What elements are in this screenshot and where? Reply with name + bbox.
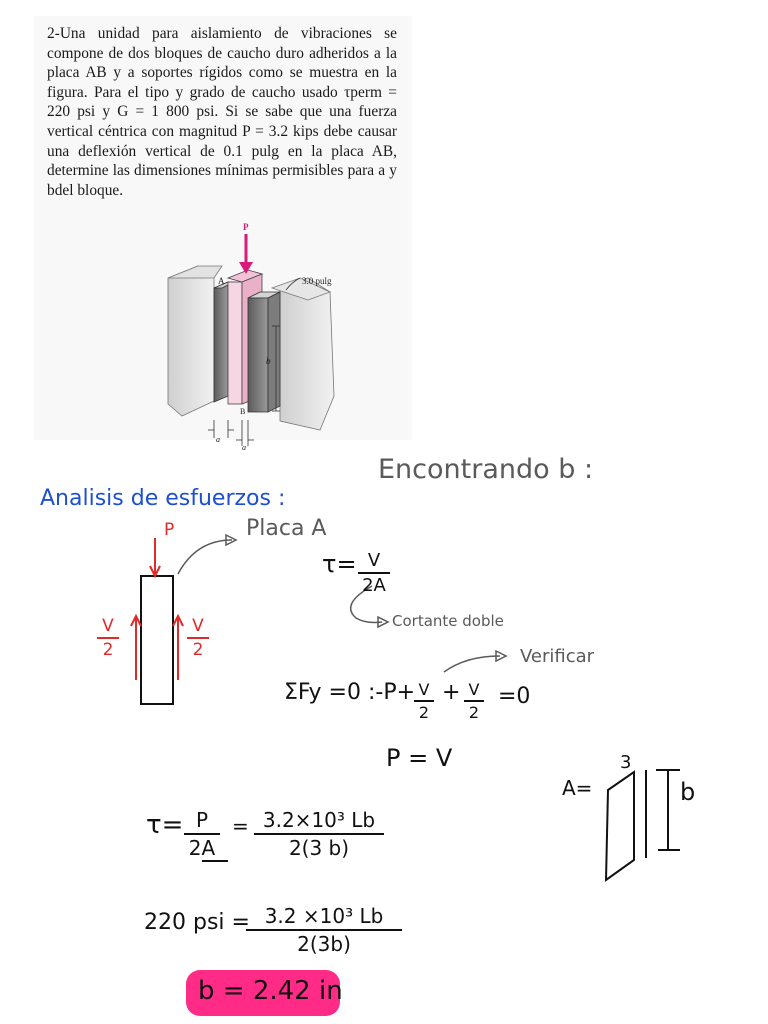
heading-encontrando: Encontrando b : (378, 454, 594, 485)
heading-analisis: Analisis de esfuerzos : (40, 486, 286, 511)
tau-formula-lhs: τ= (322, 550, 357, 578)
equilibrium-term-2: V 2 (464, 680, 484, 722)
shear-left-fraction: V 2 (97, 616, 119, 660)
figure-label-width: 3.0 pulg (302, 276, 332, 286)
placa-pointer-arrow (178, 540, 232, 574)
step2-fraction: 3.2 ×10³ Lb 2(3b) (246, 904, 402, 956)
area-label: A= (562, 776, 593, 800)
figure-label-b: B (240, 407, 246, 416)
equilibrium-rhs: =0 (498, 684, 531, 709)
equilibrium-plus: + (442, 680, 461, 705)
step1-equals: = (232, 814, 249, 838)
double-shear-note: Cortante doble (392, 612, 504, 630)
problem-text: 2-Una unidad para aislamiento de vibraciones se compone de dos bloques de caucho duro adheridos a la placa AB y a soportes rígidos como se muestra en la figura. Para el tipo y grado de caucho usado τperm = 220 psi y G = 1 800 psi. Si se sabe que una fuerza vertical céntrica con magnitud P = 3.2 kips debe causar una deflexión vertical de 0.1 pulg en la placa AB, determine las dimensiones mínimas permisibles para a y bdel bloque. (47, 25, 397, 199)
shear-right-fraction: V 2 (187, 616, 209, 660)
plate-label: Placa A (246, 516, 327, 541)
verify-note: Verificar (520, 646, 595, 667)
fbd-load-label: P (164, 520, 175, 540)
verificar-pointer-arrow (444, 656, 500, 672)
step1-fraction-2: 3.2×10³ Lb 2(3 b) (254, 808, 384, 860)
tau-formula-fraction: V 2A (358, 550, 390, 596)
result-text: b = 2.42 in (198, 976, 343, 1006)
step1-lhs: τ= (146, 810, 184, 840)
figure-label-a: A (218, 276, 225, 286)
step1-fraction-1: P 2A (184, 808, 220, 860)
equilibrium-lhs: ΣFy =0 :-P+ (284, 680, 416, 705)
figure-label-p: P (243, 222, 249, 232)
figure-label-a-left: a (216, 435, 220, 444)
equilibrium-term-1: V 2 (414, 680, 434, 722)
p-equals-v: P = V (386, 744, 453, 772)
figure-label-height: b (266, 356, 271, 366)
figure-label-a-right: a (242, 443, 246, 452)
plate-rectangle (141, 576, 173, 704)
area-width-label: 3 (620, 752, 632, 773)
area-height-label: b (680, 778, 696, 806)
area-sketch-face (606, 772, 634, 880)
step2-lhs: 220 psi = (144, 910, 250, 935)
